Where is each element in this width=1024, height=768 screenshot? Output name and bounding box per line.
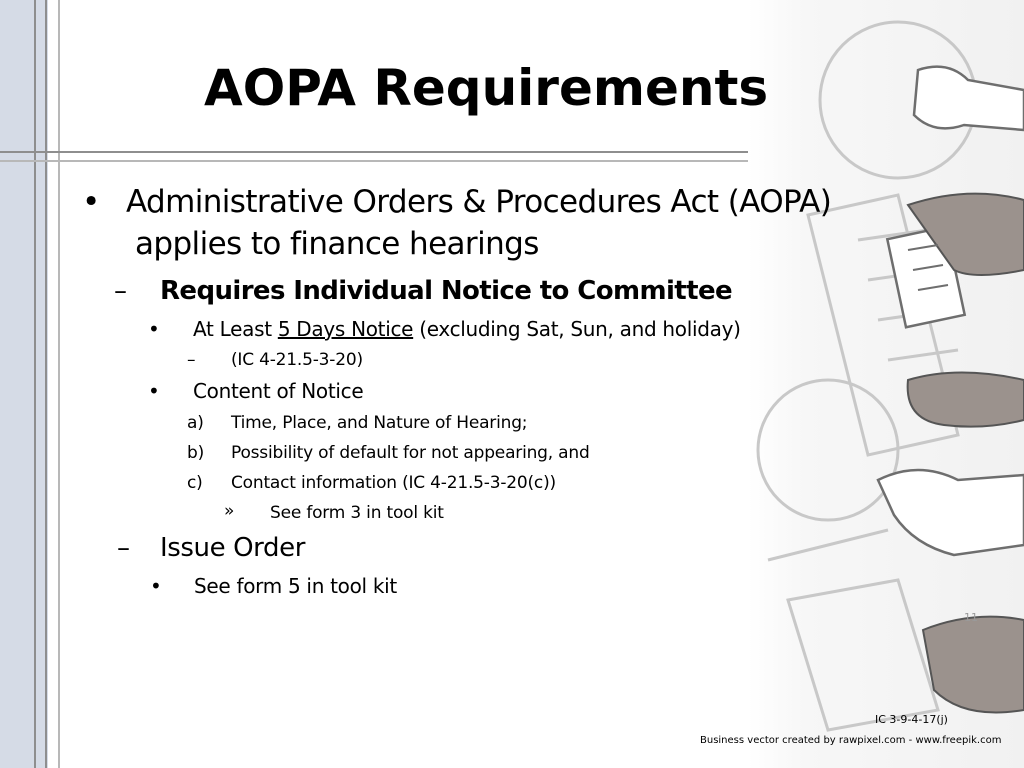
list-marker: c) <box>187 473 203 493</box>
notice-prefix: At Least <box>193 317 278 341</box>
bullet-text <box>193 317 741 341</box>
image-credit: Business vector created by rawpixel.com - www.freepik.com <box>700 735 1002 746</box>
decor-vline <box>45 0 47 768</box>
subheading-text: Issue Order <box>160 533 305 563</box>
subheading-text: Requires Individual Notice to Committee <box>160 276 733 306</box>
dash-marker: – <box>187 350 196 370</box>
citation-text: (IC 4-21.5-3-20) <box>231 350 363 370</box>
dash-marker: – <box>114 276 127 306</box>
list-marker: a) <box>187 413 204 433</box>
notice-underlined: 5 Days Notice <box>277 317 414 341</box>
list-item: Contact information (IC 4-21.5-3-20(c)) <box>231 473 556 493</box>
dash-marker: – <box>117 533 130 563</box>
slide-title: AOPA Requirements <box>204 59 769 117</box>
hands-illustration <box>748 0 1024 768</box>
list-marker: b) <box>187 443 205 463</box>
list-item: Possibility of default for not appearing, and <box>231 443 590 463</box>
list-marker: » <box>224 501 235 521</box>
decor-vline <box>58 0 60 768</box>
left-decor-band <box>0 0 48 768</box>
bullet-marker: • <box>148 379 160 403</box>
notice-suffix: (excluding Sat, Sun, and holiday) <box>413 317 741 341</box>
bullet-marker: • <box>148 317 160 341</box>
bullet-text: Content of Notice <box>193 379 364 403</box>
bullet-marker: • <box>150 574 162 598</box>
list-item: See form 3 in tool kit <box>270 503 444 523</box>
bullet-text: Administrative Orders & Procedures Act (AOPA) <box>126 184 832 220</box>
citation-footer: IC 3-9-4-17(j) <box>875 713 948 726</box>
bullet-text: applies to finance hearings <box>135 226 539 262</box>
hands-illustration-icon <box>748 0 1024 768</box>
decor-vline <box>34 0 36 768</box>
page-number: 11 <box>964 611 978 624</box>
bullet-marker: • <box>82 184 100 220</box>
list-item: Time, Place, and Nature of Hearing; <box>231 413 528 433</box>
bullet-text: See form 5 in tool kit <box>194 574 397 598</box>
